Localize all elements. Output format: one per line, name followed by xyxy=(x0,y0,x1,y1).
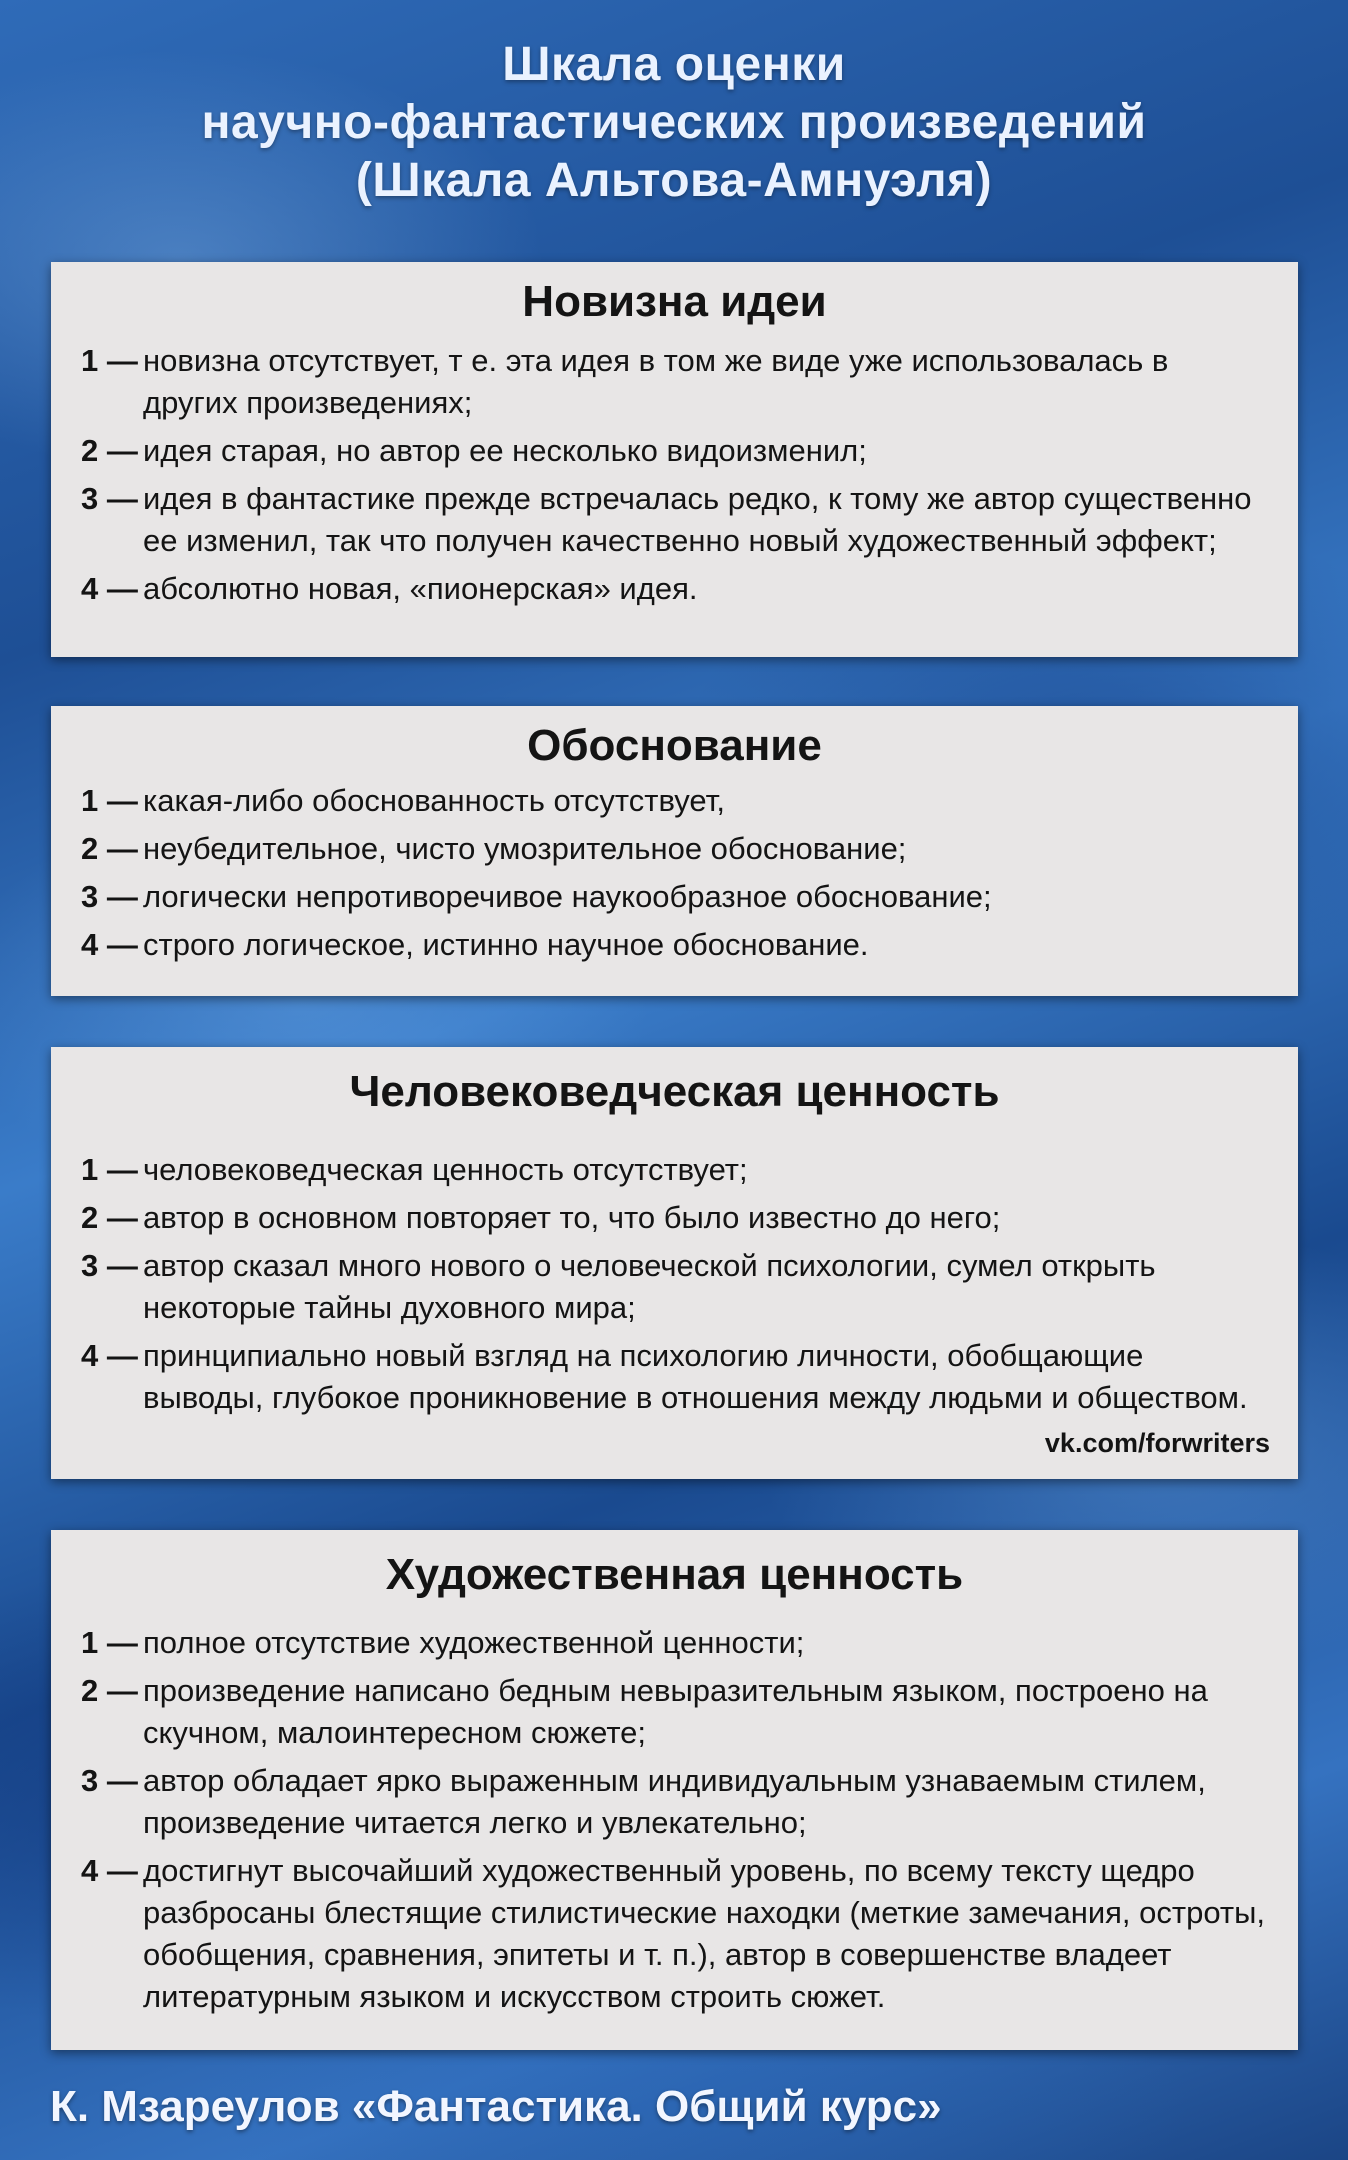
footer-source: К. Мзареулов «Фантастика. Общий курс» xyxy=(50,2082,942,2131)
item-text: автор в основном повторяет то, что было известно до него; xyxy=(143,1200,1001,1235)
item-text: новизна отсутствует, т е. эта идея в том же виде уже использовалась в других произведениях; xyxy=(143,343,1169,420)
item-number: 2 — xyxy=(81,1673,138,1708)
title-line-2: научно-фантастических произведений xyxy=(201,96,1147,149)
list-item xyxy=(81,1760,1268,1844)
section-justification xyxy=(51,706,1298,996)
item-text: идея старая, но автор ее несколько видоизменил; xyxy=(143,433,867,468)
section-novelty xyxy=(51,262,1298,657)
list-item xyxy=(81,1149,1268,1191)
list-item xyxy=(81,1670,1268,1754)
item-number: 2 — xyxy=(81,831,138,866)
list-item xyxy=(81,780,1268,822)
item-number: 1 — xyxy=(81,343,138,378)
item-number: 3 — xyxy=(81,879,138,914)
item-text: абсолютно новая, «пионерская» идея. xyxy=(143,571,698,606)
section-human-value xyxy=(51,1047,1298,1479)
item-number: 3 — xyxy=(81,1248,138,1283)
list-item xyxy=(81,568,1268,610)
item-text: автор обладает ярко выраженным индивидуальным узнаваемым стилем, произведение читается легко и увлекательно; xyxy=(143,1763,1206,1840)
list-item xyxy=(81,430,1268,472)
item-number: 4 — xyxy=(81,571,138,606)
item-number: 1 — xyxy=(81,1152,138,1187)
item-number: 2 — xyxy=(81,433,138,468)
section-title: Обоснование xyxy=(527,721,822,770)
item-number: 2 — xyxy=(81,1200,138,1235)
item-number: 4 — xyxy=(81,927,138,962)
item-text: достигнут высочайший художественный уровень, по всему тексту щедро разбросаны блестящие стилистические находки (меткие замечания, остроты, обобщения, сравнения, эпитеты и т. п.), автор в совершенстве владеет литературным языком и искусством строить сюжет. xyxy=(143,1853,1265,2014)
list-item xyxy=(81,340,1268,424)
section-title: Художественная ценность xyxy=(385,1550,964,1599)
item-text: неубедительное, чисто умозрительное обоснование; xyxy=(143,831,907,866)
watermark-link: vk.com/forwriters xyxy=(1044,1428,1270,1458)
list-item xyxy=(81,876,1268,918)
list-item xyxy=(81,828,1268,870)
list-item xyxy=(81,1335,1268,1419)
item-text: строго логическое, истинно научное обоснование. xyxy=(143,927,869,962)
item-number: 1 — xyxy=(81,783,138,818)
title-line-1: Шкала оценки xyxy=(502,38,846,91)
list-item xyxy=(81,1197,1268,1239)
item-number: 4 — xyxy=(81,1338,138,1373)
list-item xyxy=(81,478,1268,562)
item-text: какая-либо обоснованность отсутствует, xyxy=(143,783,725,818)
item-number: 3 — xyxy=(81,481,138,516)
list-item xyxy=(81,1850,1268,2018)
list-item xyxy=(81,924,1268,966)
item-number: 1 — xyxy=(81,1625,138,1660)
section-artistic-value xyxy=(51,1530,1298,2050)
section-title: Человековедческая ценность xyxy=(349,1067,1000,1116)
item-text: принципиально новый взгляд на психологию личности, обобщающие выводы, глубокое проникновение в отношения между людьми и обществом. xyxy=(143,1338,1248,1415)
item-text: произведение написано бедным невыразительным языком, построено на скучном, малоинтересном сюжете; xyxy=(143,1673,1208,1750)
page-title xyxy=(0,36,1348,210)
item-text: полное отсутствие художественной ценности; xyxy=(143,1625,805,1660)
section-title: Новизна идеи xyxy=(522,277,827,326)
item-text: человековедческая ценность отсутствует; xyxy=(143,1152,748,1187)
item-text: логически непротиворечивое наукообразное обоснование; xyxy=(143,879,992,914)
item-text: идея в фантастике прежде встречалась редко, к тому же автор существенно ее изменил, так что получен качественно новый художественный эффект; xyxy=(143,481,1252,558)
item-number: 4 — xyxy=(81,1853,138,1888)
item-text: автор сказал много нового о человеческой психологии, сумел открыть некоторые тайны духовного мира; xyxy=(143,1248,1156,1325)
list-item xyxy=(81,1622,1268,1664)
list-item xyxy=(81,1245,1268,1329)
title-line-3: (Шкала Альтова-Амнуэля) xyxy=(355,154,993,207)
item-number: 3 — xyxy=(81,1763,138,1798)
